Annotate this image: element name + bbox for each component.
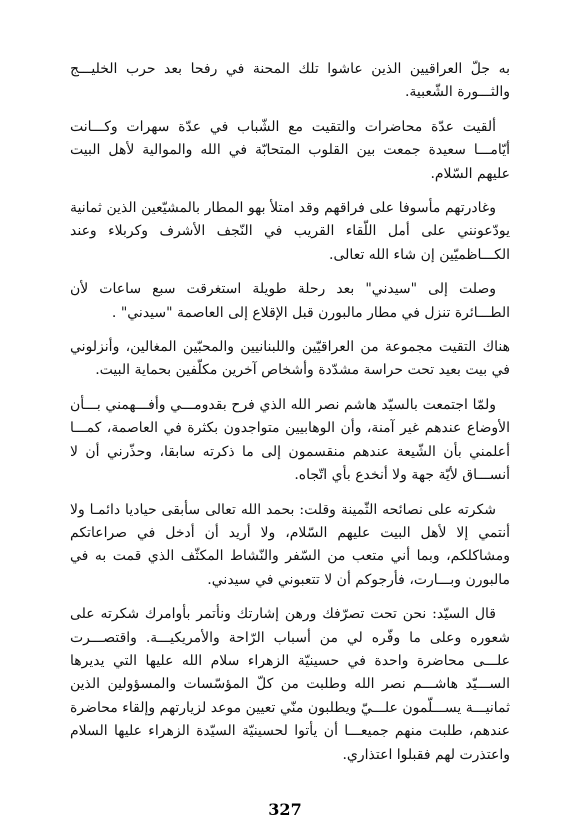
page-body: [70, 58, 510, 778]
paragraph-7: شكرته على نصائحه الثّمينة وقلت: بحمد الله تعالى سأبقى حياديا دائمـا ولا أنتمي إلا لأهل البيت عليهم السّلام، ولا أريد أن أدخل في صراعاتكم ومشاكلكم، وبما أني متعب من السّفر والنّشاط المكثّف الذي قمت به في مالبورن وبـــارت، فأرجوكم أن لا تتعبوني في سيدني.: [70, 501, 510, 588]
paragraph-2: ألقيت عدّة محاضرات والتقيت مع الشّباب في عدّة سهرات وكـــانت أيّامـــا سعيدة جمعت بين القلوب المتحابّة في الله والموالية لأهل البيت عليهم السّلام.: [70, 118, 510, 182]
paragraph-5: هناك التقيت مجموعة من العراقيّين واللبنانيين والمحبّين المغالين، وأنزلوني في بيت بعيد تحت حراسة مشدّدة وأشخاص آخرين مكلّفين بحماية البيت.: [70, 339, 510, 379]
paragraph-1: به جلّ العراقيين الذين عاشوا تلك المحنة في رفحا بعد حرب الخليـــج والثـــورة الشّعبية.: [70, 61, 510, 101]
paragraph-4: وصلت إلى "سيدني" بعد رحلة طويلة استغرقت سبع ساعات لأن الطـــائرة تنزل في مطار مالبورن قبل الإقلاع إلى العاصمة "سيدني" .: [70, 281, 510, 321]
page-number: 327: [268, 800, 302, 819]
paragraph-3: وغادرتهم مأسوفا على فراقهم وقد امتلأ بهو المطار بالمشيّعين الذين ثمانية يودّعونني على أمل اللّقاء القريب في النّجف الأشرف وكربلاء وعند الكـــاظميّين إن شاء الله تعالى.: [70, 200, 510, 263]
paragraph-6: ولمّا اجتمعت بالسيّد هاشم نصر الله الذي فرح بقدومـــي وأفـــهمني بـــأن الأوضاع عندهم غير آمنة، وأن الوهابيين متواجدون بكثرة في العاصمة، كمـــا أعلمني بأن الشّيعة عندهم منقسمون إلى ما ذكرته سابقا، وحذّرني أن لا أنســـاق لأيّة جهة ولا أنخدع بأي اتّجاه.: [70, 396, 510, 484]
paragraph-8: قال السيّد: نحن تحت تصرّفك ورهن إشارتك ونأتمر بأوامرك شكرته على شعوره وعلى ما وفّره لي من أسباب الرّاحة والأمريكيـــة. واقتصـــرت علـــى محاضرة واحدة في حسينيّة الزهراء سلام الله عليها التي يديرها الســـيّد هاشـــم نصر الله وطلبت من كلّ المؤسّسات والمسؤولين الذين ثمانيـــة يســـلّمون علـــيّ ويطلبون منّي تعيين موعد لزيارتهم وإلقاء محاضرة عندهم، طلبت منهم جميعـــا أن يأتوا لحسينيّة السيّدة الزهراء عليها السلام واعتذرت لهم فقبلوا اعتذاري.: [70, 606, 510, 763]
